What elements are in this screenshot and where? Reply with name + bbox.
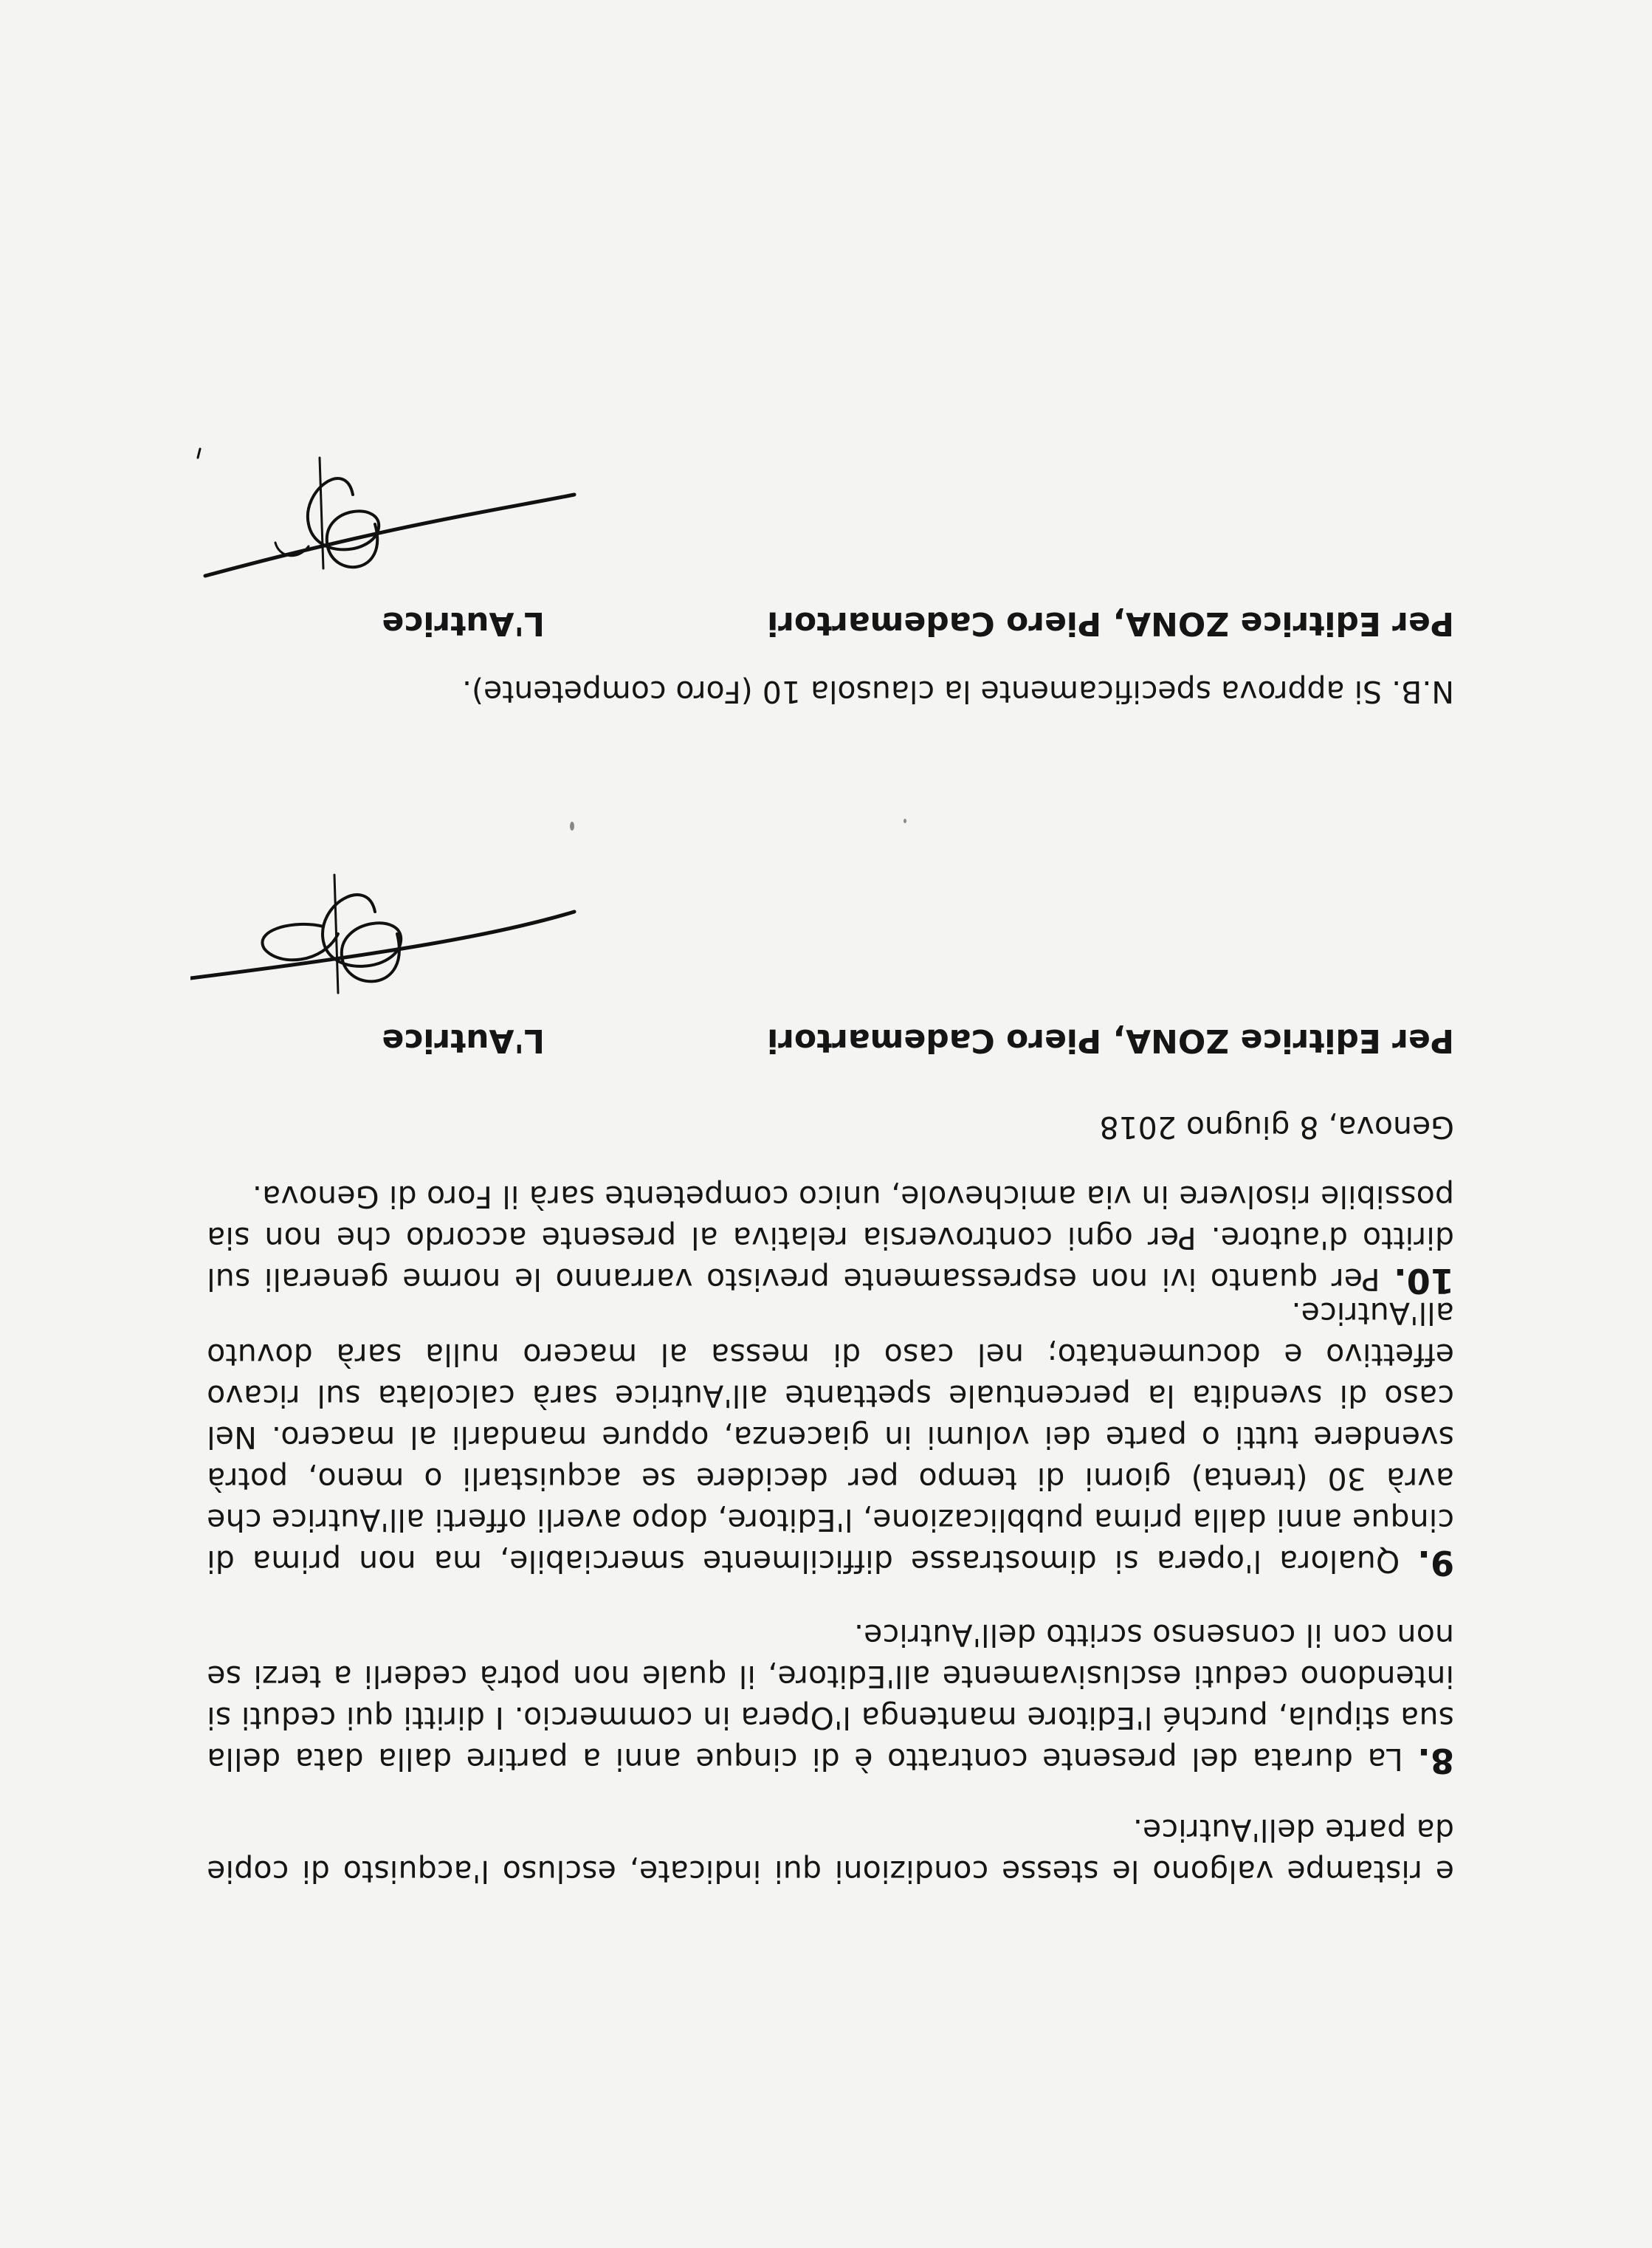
handwritten-signature-2 (190, 436, 589, 613)
clause-9 (207, 1293, 1454, 1584)
clause-10-text: Per quanto ivi non espressamente previsto varranno le norme generali sul diritto d'autore. Per ogni controversia relativa al presente accordo che non sia possibile risolvere in via amichevole, unico competente sarà il Foro di Genova. (207, 1179, 1454, 1297)
clause-9-number: 9. (1417, 1543, 1454, 1583)
clause-8-text: La durata del presente contratto è di cinque anni a partire dalla data della sua stipula, purché l'Editore mantenga l'Opera in commercio. I diritti qui ceduti si intendono ceduti esclusivamente all'Editore, il quale non potrà cederli a terzi se non con il consenso scritto dell'Autrice. (206, 1618, 1454, 1777)
paper-speck (570, 822, 574, 831)
paper-speck (904, 819, 906, 823)
paragraph-7-tail-text: e ristampe valgono le stesse condizioni qui indicate, escluso l'acquisto di copie da parte dell'Autrice. (207, 1812, 1454, 1889)
clause-8 (207, 1615, 1454, 1781)
clause-9-text: Qualora l'opera si dimostrasse difficilmente smerciabile, ma non prima di cinque anni dalla prima pubblicazione, l'Editore, dopo averli offerti all'Autrice che avrà 30 (trenta) giorni di tempo per decidere se acquistarli o meno, potrà svendere tutti o parte dei volumi in giacenza, oppure mandarli al macero. Nel caso di svendita la percentuale spettante all'Autrice sarà calcolata sul ricavo effettivo e documentato; nel caso di messa al macero nulla sarà dovuto all'Autrice. (207, 1296, 1454, 1579)
place-date: Genova, 8 giugno 2018 (1099, 1110, 1454, 1145)
handwritten-signature-1 (190, 845, 589, 1022)
nb-note: N.B. Si approva specificamente la clausola 10 (Foro competente). (462, 674, 1454, 709)
paragraph-7-tail (207, 1809, 1454, 1892)
clause-10 (207, 1176, 1454, 1302)
signature-block-2-author: L'Autrice (382, 605, 545, 642)
clause-10-number: 10. (1393, 1261, 1454, 1301)
signature-block-1-publisher: Per Editrice ZONA, Piero Cademartori (767, 1022, 1454, 1059)
clause-8-number: 8. (1417, 1741, 1454, 1781)
signature-block-1-author: L'Autrice (382, 1022, 545, 1059)
signature-block-2-publisher: Per Editrice ZONA, Piero Cademartori (767, 605, 1454, 642)
